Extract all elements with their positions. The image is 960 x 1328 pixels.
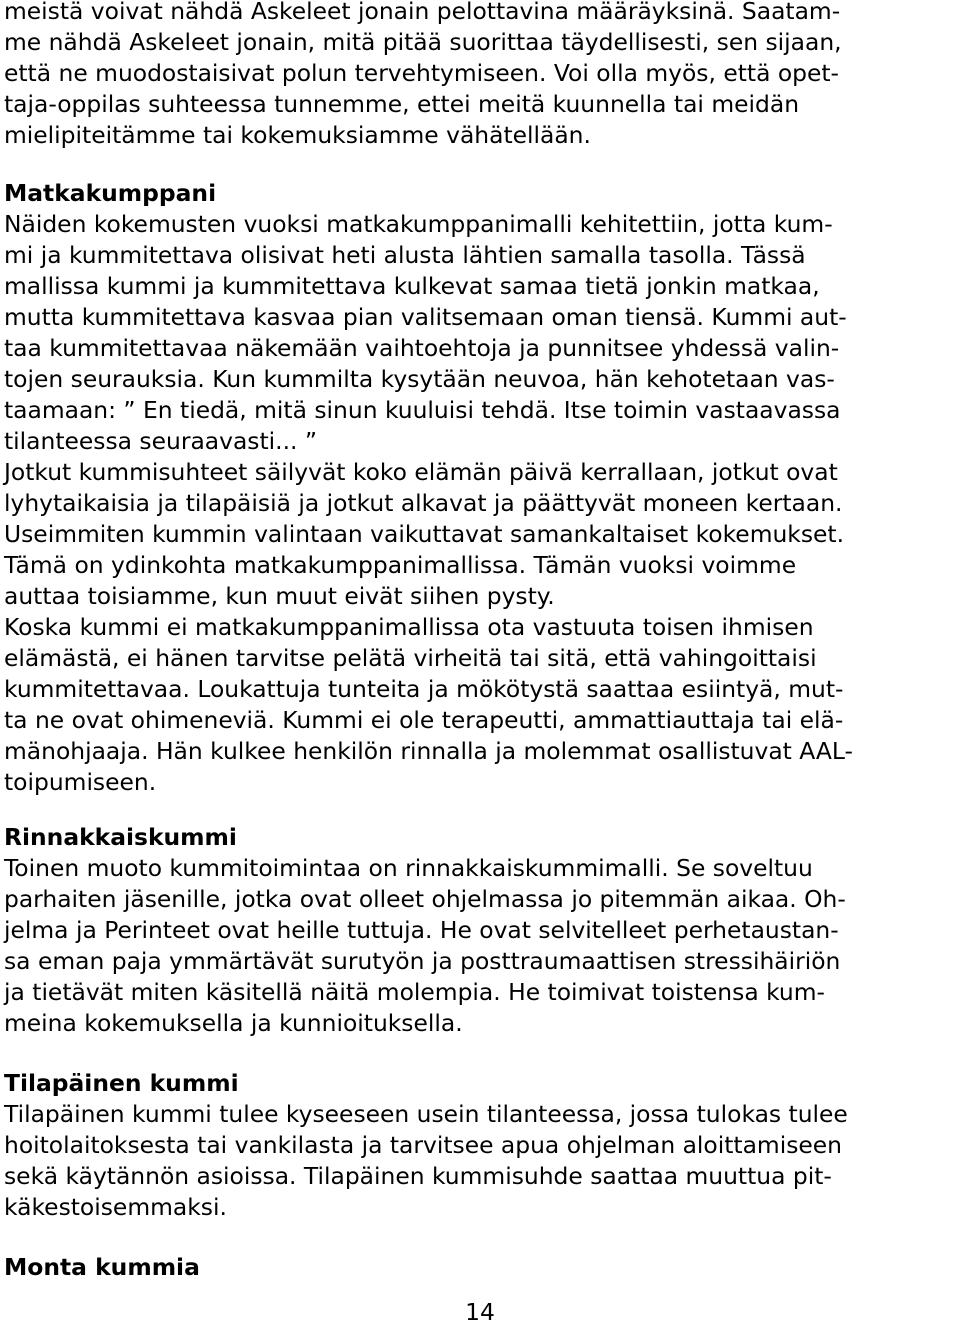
text-line: taja-oppilas suhteessa tunnemme, ettei meitä kuunnella tai meidän bbox=[4, 90, 800, 118]
text-line: kummitettavaa. Loukattuja tunteita ja mökötystä saattaa esiintyä, mut- bbox=[4, 675, 844, 703]
text-line: parhaiten jäsenille, jotka ovat olleet ohjelmassa jo pitemmän aikaa. Oh- bbox=[4, 885, 846, 913]
text-line: Jotkut kummisuhteet säilyvät koko elämän päivä kerrallaan, jotkut ovat bbox=[4, 458, 838, 486]
section-heading: Rinnakkaiskummi bbox=[4, 823, 237, 851]
text-line: Tämä on ydinkohta matkakumppanimallissa. Tämän vuoksi voimme bbox=[4, 551, 797, 579]
section-matkakumppani bbox=[4, 178, 853, 798]
text-line: toipumiseen. bbox=[4, 768, 157, 796]
text-line: Näiden kokemusten vuoksi matkakumppanimalli kehitettiin, jotta kum- bbox=[4, 210, 833, 238]
text-line: sekä käytännön asioissa. Tilapäinen kummisuhde saattaa muuttua pit- bbox=[4, 1162, 832, 1190]
section-heading: Monta kummia bbox=[4, 1253, 200, 1281]
text-line: elämästä, ei hänen tarvitse pelätä virheitä tai sitä, että vahingoittaisi bbox=[4, 644, 817, 672]
section-monta-kummia bbox=[4, 1252, 200, 1283]
text-line: Toinen muoto kummitoimintaa on rinnakkaiskummimalli. Se soveltuu bbox=[4, 854, 813, 882]
text-line: mi ja kummitettava olisivat heti alusta lähtien samalla tasolla. Tässä bbox=[4, 241, 806, 269]
text-line: tilanteessa seuraavasti... ” bbox=[4, 427, 317, 455]
text-line: auttaa toisiamme, kun muut eivät siihen pysty. bbox=[4, 582, 555, 610]
intro-paragraph bbox=[4, 0, 842, 151]
page-number: 14 bbox=[465, 1298, 495, 1326]
text-line: taa kummitettavaa näkemään vaihtoehtoja ja punnitsee yhdessä valin- bbox=[4, 334, 840, 362]
section-heading: Tilapäinen kummi bbox=[4, 1069, 239, 1097]
text-line: ja tietävät miten käsitellä näitä molempia. He toimivat toistensa kum- bbox=[4, 978, 825, 1006]
text-line: sa eman paja ymmärtävät surutyön ja posttraumaattisen stressihäiriön bbox=[4, 947, 841, 975]
text-line: meina kokemuksella ja kunnioituksella. bbox=[4, 1009, 463, 1037]
text-line: mutta kummitettava kasvaa pian valitsemaan oman tiensä. Kummi aut- bbox=[4, 303, 847, 331]
text-line: mielipiteitämme tai kokemuksiamme vähätellään. bbox=[4, 121, 591, 149]
section-tilapainen-kummi bbox=[4, 1068, 848, 1223]
text-line: Tilapäinen kummi tulee kyseeseen usein tilanteessa, jossa tulokas tulee bbox=[4, 1100, 848, 1128]
text-line: Useimmiten kummin valintaan vaikuttavat samankaltaiset kokemukset. bbox=[4, 520, 845, 548]
text-line: että ne muodostaisivat polun tervehtymiseen. Voi olla myös, että opet- bbox=[4, 59, 839, 87]
text-line: jelma ja Perinteet ovat heille tuttuja. He ovat selvitelleet perhetaustan- bbox=[4, 916, 839, 944]
section-heading: Matkakumppani bbox=[4, 179, 217, 207]
text-line: me nähdä Askeleet jonain, mitä pitää suorittaa täydellisesti, sen sijaan, bbox=[4, 28, 842, 56]
text-line: Koska kummi ei matkakumppanimallissa ota vastuuta toisen ihmisen bbox=[4, 613, 814, 641]
text-line: taamaan: ” En tiedä, mitä sinun kuuluisi tehdä. Itse toimin vastaavassa bbox=[4, 396, 841, 424]
text-line: mallissa kummi ja kummitettava kulkevat samaa tietä jonkin matkaa, bbox=[4, 272, 820, 300]
text-line: ta ne ovat ohimeneviä. Kummi ei ole terapeutti, ammattiauttaja tai elä- bbox=[4, 706, 844, 734]
text-line: tojen seurauksia. Kun kummilta kysytään neuvoa, hän kehotetaan vas- bbox=[4, 365, 835, 393]
text-line: hoitolaitoksesta tai vankilasta ja tarvitsee apua ohjelman aloittamiseen bbox=[4, 1131, 842, 1159]
text-line: mänohjaaja. Hän kulkee henkilön rinnalla ja molemmat osallistuvat AAL- bbox=[4, 737, 853, 765]
text-line: meistä voivat nähdä Askeleet jonain pelottavina määräyksinä. Saatam- bbox=[4, 0, 841, 25]
text-line: käkestoisemmaksi. bbox=[4, 1193, 227, 1221]
section-rinnakkaiskummi bbox=[4, 822, 846, 1039]
text-line: lyhytaikaisia ja tilapäisiä ja jotkut alkavat ja päättyvät moneen kertaan. bbox=[4, 489, 843, 517]
